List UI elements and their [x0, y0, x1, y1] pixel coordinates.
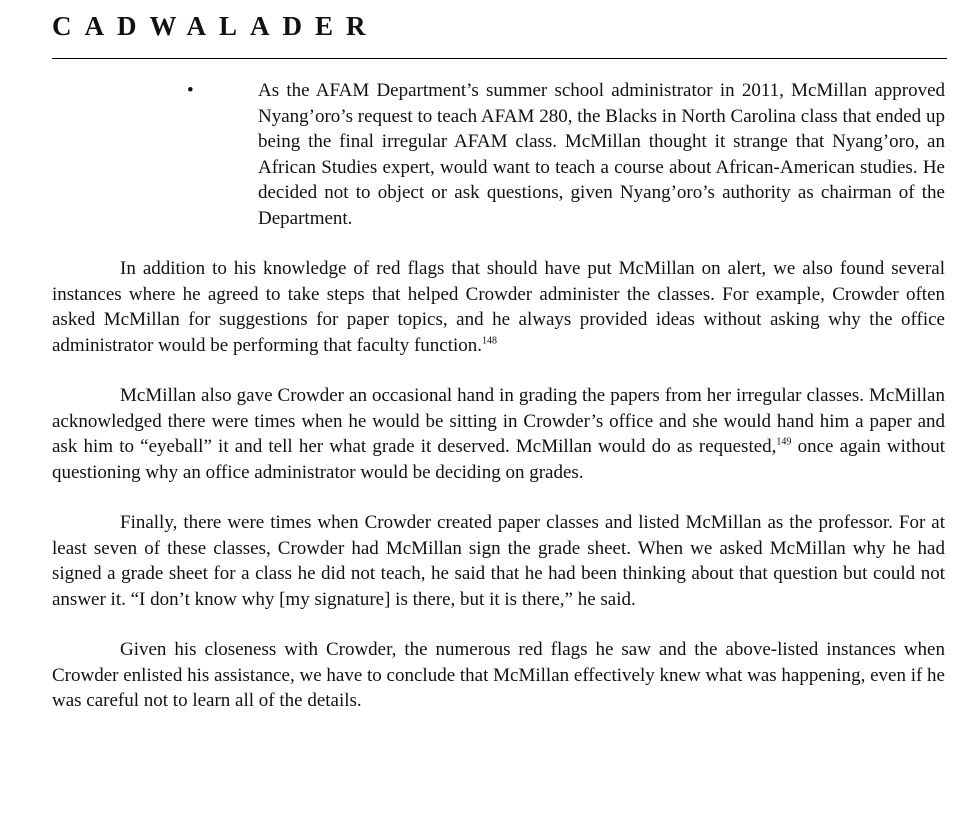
- paragraph-text: Finally, there were times when Crowder created paper classes and listed McMillan as the professor. For at least seven of these classes, Crowder had McMillan sign the grade sheet. When we asked McMillan why he had signed a grade sheet for a class he did not teach, he said that he had been thinking about that question but could not answer it. “I don’t know why [my signature] is there, but it is there,” he said.: [52, 512, 945, 610]
- footnote-ref-149: 149: [776, 436, 792, 448]
- bullet-icon: •: [187, 80, 194, 101]
- firm-letterhead: CADWALADER: [52, 11, 379, 41]
- document-body: [52, 78, 945, 714]
- paragraph-grade-sheet: [52, 510, 945, 612]
- paragraph-text: In addition to his knowledge of red flags that should have put McMillan on alert, we also found several instances where he agreed to take steps that helped Crowder administer the classes. For example, Crowder often asked McMillan for suggestions for paper topics, and he always provided ideas without asking why the office administrator would be performing that faculty function.: [52, 258, 945, 356]
- paragraph-grading-help: [52, 383, 945, 485]
- bullet-text: As the AFAM Department’s summer school administrator in 2011, McMillan approved Nyang’oro’s request to teach AFAM 280, the Blacks in North Carolina class that ended up being the final irregular AFAM class. McMillan thought it strange that Nyang’oro, an African Studies expert, would want to teach a course about African-American studies. He decided not to object or ask questions, given Nyang’oro’s authority as chairman of the Department.: [258, 80, 945, 229]
- paragraph-text: McMillan also gave Crowder an occasional hand in grading the papers from her irregular classes. McMillan acknowledged there were times when he would be sitting in Crowder’s office and she would hand him a paper and ask him to “eyeball” it and tell her what grade it deserved. McMillan would do as requested,: [52, 385, 945, 457]
- paragraph-text: Given his closeness with Crowder, the numerous red flags he saw and the above-listed instances when Crowder enlisted his assistance, we have to conclude that McMillan effectively knew what was happening, even if he was careful not to learn all of the details.: [52, 639, 945, 711]
- paragraph-knowledge-red-flags: [52, 256, 945, 358]
- header-divider: [52, 58, 947, 59]
- bullet-point: [187, 78, 945, 231]
- footnote-ref-148: 148: [482, 335, 498, 347]
- paragraph-conclusion: [52, 637, 945, 714]
- paragraph-text: once again without questioning why an office administrator would be deciding on grades.: [52, 436, 945, 483]
